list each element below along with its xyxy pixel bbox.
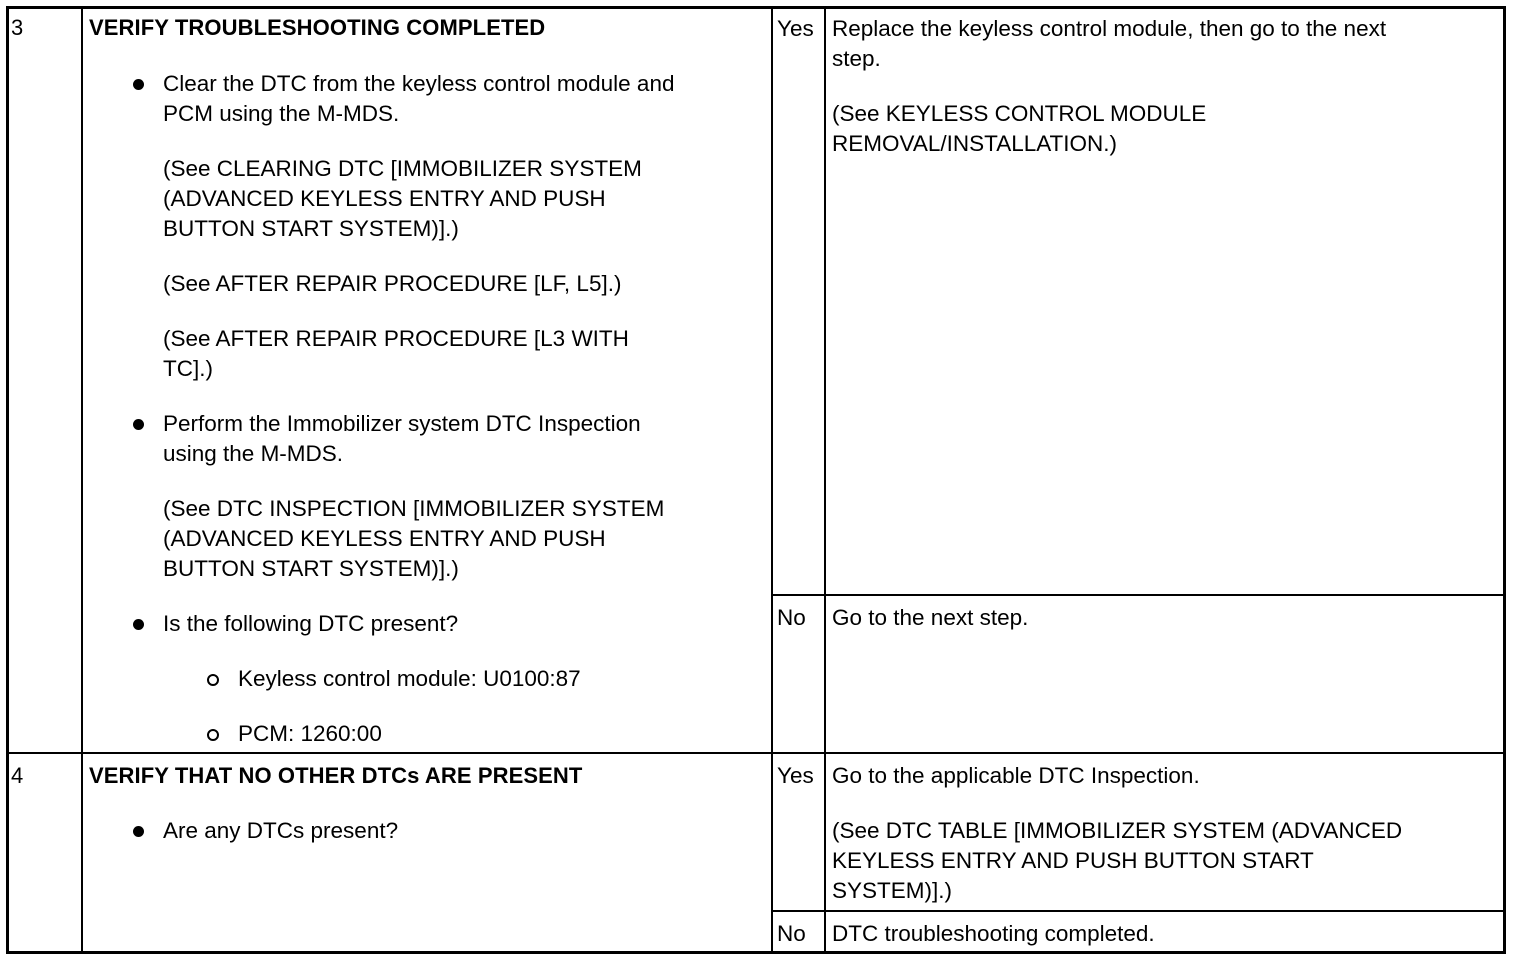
reference-text: (ADVANCED KEYLESS ENTRY AND PUSH [163,526,606,551]
step-heading: VERIFY THAT NO OTHER DTCs ARE PRESENT [89,763,583,788]
column-divider-result [824,6,826,954]
yes-label: Yes [777,16,814,41]
column-divider-step [81,6,83,954]
bullet-icon [133,79,144,90]
yes-label: Yes [777,763,814,788]
bullet-icon [133,826,144,837]
bullet-text: using the M-MDS. [163,441,344,466]
yes-reference-text: (See KEYLESS CONTROL MODULE [832,101,1207,126]
bullet-icon [133,619,144,630]
column-divider-action [771,6,773,954]
bullet-text: Perform the Immobilizer system DTC Inspection [163,411,641,436]
step-number: 3 [11,15,24,40]
yes-reference-text: KEYLESS ENTRY AND PUSH BUTTON START [832,848,1314,873]
yes-action-text: step. [832,46,881,71]
reference-text: (See AFTER REPAIR PROCEDURE [LF, L5].) [163,271,622,296]
result-divider-row4 [771,910,1506,912]
bullet-text: PCM using the M-MDS. [163,101,400,126]
sub-bullet-icon [207,674,219,686]
reference-text: TC].) [163,356,213,381]
troubleshooting-table [6,6,1506,954]
no-label: No [777,605,806,630]
yes-action-text: Replace the keyless control module, then go to the next [832,16,1387,41]
no-action-text: DTC troubleshooting completed. [832,921,1155,946]
yes-reference-text: (See DTC TABLE [IMMOBILIZER SYSTEM (ADVANCED [832,818,1403,843]
step-number: 4 [11,763,24,788]
yes-reference-text: SYSTEM)].) [832,878,953,903]
no-action-text: Go to the next step. [832,605,1029,630]
row-divider [6,752,1506,754]
sub-bullet-icon [207,729,219,741]
step-heading: VERIFY TROUBLESHOOTING COMPLETED [89,15,546,40]
reference-text: BUTTON START SYSTEM)].) [163,556,459,581]
yes-action-text: Go to the applicable DTC Inspection. [832,763,1200,788]
bullet-text: Are any DTCs present? [163,818,399,843]
bullet-text: Clear the DTC from the keyless control module and [163,71,675,96]
bullet-text: Is the following DTC present? [163,611,459,636]
reference-text: BUTTON START SYSTEM)].) [163,216,459,241]
sub-item-text: PCM: 1260:00 [238,721,382,746]
reference-text: (ADVANCED KEYLESS ENTRY AND PUSH [163,186,606,211]
no-label: No [777,921,806,946]
reference-text: (See CLEARING DTC [IMMOBILIZER SYSTEM [163,156,642,181]
yes-reference-text: REMOVAL/INSTALLATION.) [832,131,1118,156]
sub-item-text: Keyless control module: U0100:87 [238,666,581,691]
bullet-icon [133,419,144,430]
reference-text: (See DTC INSPECTION [IMMOBILIZER SYSTEM [163,496,665,521]
reference-text: (See AFTER REPAIR PROCEDURE [L3 WITH [163,326,629,351]
result-divider-row3 [771,594,1506,596]
